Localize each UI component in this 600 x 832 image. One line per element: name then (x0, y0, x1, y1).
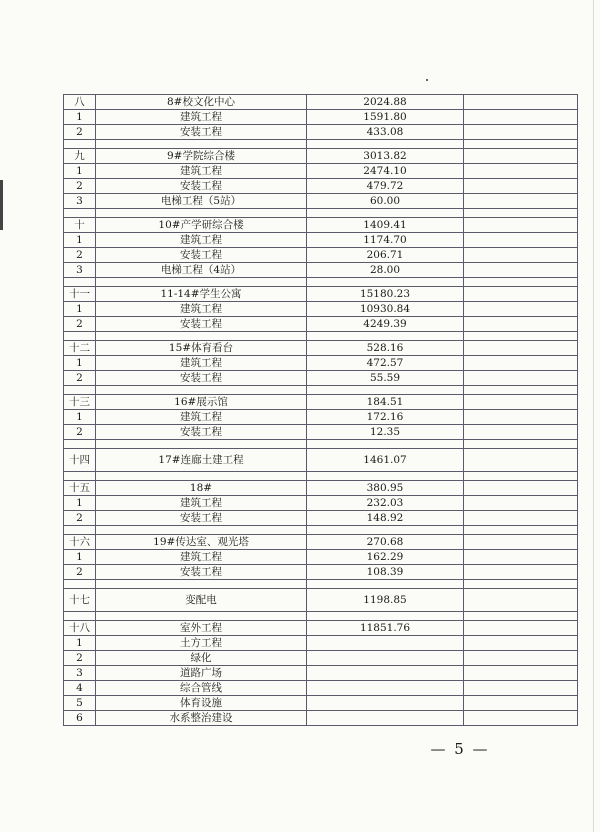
item-amount: 1198.85 (307, 589, 464, 611)
table-row (64, 233, 577, 248)
item-amount: 433.08 (307, 125, 464, 139)
item-amount: 1174.70 (307, 233, 464, 247)
table-row (64, 149, 577, 164)
item-amount: 148.92 (307, 511, 464, 525)
item-number: 2 (64, 248, 96, 262)
item-name: 10#产学研综合楼 (96, 218, 307, 232)
item-number: 1 (64, 356, 96, 370)
item-number: 1 (64, 410, 96, 424)
table-row (64, 302, 577, 317)
item-number: 十五 (64, 481, 96, 495)
spacer-row (64, 278, 577, 287)
item-number: 1 (64, 164, 96, 178)
item-name: 安装工程 (96, 179, 307, 193)
item-name: 安装工程 (96, 371, 307, 385)
item-remark (464, 302, 577, 316)
item-name: 8#校文化中心 (96, 95, 307, 109)
item-number: 2 (64, 651, 96, 665)
table-row (64, 218, 577, 233)
item-remark (464, 621, 577, 635)
item-amount: 380.95 (307, 481, 464, 495)
item-number: 1 (64, 550, 96, 564)
item-amount: 232.03 (307, 496, 464, 510)
item-name: 道路广场 (96, 666, 307, 680)
table-row (64, 125, 577, 140)
item-name: 建筑工程 (96, 110, 307, 124)
table-row (64, 589, 577, 612)
item-name: 11-14#学生公寓 (96, 287, 307, 301)
spacer-row (64, 526, 577, 535)
item-amount: 55.59 (307, 371, 464, 385)
item-amount: 28.00 (307, 263, 464, 277)
item-remark (464, 248, 577, 262)
table-row (64, 621, 577, 636)
item-name: 安装工程 (96, 511, 307, 525)
item-number: 3 (64, 194, 96, 208)
item-remark (464, 481, 577, 495)
item-remark (464, 535, 577, 549)
item-number: 3 (64, 666, 96, 680)
item-remark (464, 696, 577, 710)
spacer-row (64, 612, 577, 621)
item-number: 十六 (64, 535, 96, 549)
table-row (64, 194, 577, 209)
item-remark (464, 711, 577, 725)
table-row (64, 535, 577, 550)
item-amount: 11851.76 (307, 621, 464, 635)
spacer-row (64, 140, 577, 149)
item-name: 体育设施 (96, 696, 307, 710)
item-name: 建筑工程 (96, 233, 307, 247)
item-amount: 479.72 (307, 179, 464, 193)
item-name: 安装工程 (96, 248, 307, 262)
item-remark (464, 287, 577, 301)
page-edge-line (593, 0, 594, 832)
spacer-row (64, 580, 577, 589)
table-row (64, 681, 577, 696)
table-row (64, 263, 577, 278)
item-amount: 108.39 (307, 565, 464, 579)
item-remark (464, 395, 577, 409)
item-number: 1 (64, 302, 96, 316)
table-row (64, 341, 577, 356)
table-row (64, 696, 577, 711)
table-row (64, 425, 577, 440)
scan-speck (426, 79, 428, 81)
item-name: 绿化 (96, 651, 307, 665)
item-remark (464, 589, 577, 611)
item-name: 综合管线 (96, 681, 307, 695)
item-number: 九 (64, 149, 96, 163)
item-name: 变配电 (96, 589, 307, 611)
item-amount: 10930.84 (307, 302, 464, 316)
spacer-row (64, 209, 577, 218)
item-number: 1 (64, 636, 96, 650)
table-row (64, 711, 577, 725)
item-amount (307, 711, 464, 725)
item-number: 3 (64, 263, 96, 277)
item-number: 6 (64, 711, 96, 725)
item-amount: 12.35 (307, 425, 464, 439)
item-number: 2 (64, 125, 96, 139)
item-number: 八 (64, 95, 96, 109)
table-row (64, 179, 577, 194)
item-name: 安装工程 (96, 125, 307, 139)
item-number: 4 (64, 681, 96, 695)
item-number: 1 (64, 110, 96, 124)
item-number: 十 (64, 218, 96, 232)
item-amount: 1591.80 (307, 110, 464, 124)
item-amount (307, 696, 464, 710)
item-name: 建筑工程 (96, 550, 307, 564)
table-row (64, 449, 577, 472)
cost-table (63, 94, 578, 726)
item-name: 建筑工程 (96, 356, 307, 370)
item-remark (464, 317, 577, 331)
item-amount: 172.16 (307, 410, 464, 424)
item-amount: 270.68 (307, 535, 464, 549)
page-number: — 5 — (430, 740, 490, 758)
item-number: 十二 (64, 341, 96, 355)
table-row (64, 248, 577, 263)
item-amount: 528.16 (307, 341, 464, 355)
item-number: 5 (64, 696, 96, 710)
item-number: 十四 (64, 449, 96, 471)
item-amount: 1409.41 (307, 218, 464, 232)
item-name: 室外工程 (96, 621, 307, 635)
item-amount: 162.29 (307, 550, 464, 564)
item-number: 2 (64, 425, 96, 439)
item-amount: 3013.82 (307, 149, 464, 163)
item-amount: 184.51 (307, 395, 464, 409)
item-amount (307, 651, 464, 665)
item-remark (464, 511, 577, 525)
item-name: 土方工程 (96, 636, 307, 650)
table-row (64, 164, 577, 179)
table-row (64, 481, 577, 496)
item-name: 15#体育看台 (96, 341, 307, 355)
table-row (64, 666, 577, 681)
table-row (64, 550, 577, 565)
item-amount (307, 681, 464, 695)
item-number: 十三 (64, 395, 96, 409)
item-name: 16#展示馆 (96, 395, 307, 409)
item-amount: 472.57 (307, 356, 464, 370)
item-number: 2 (64, 317, 96, 331)
table-row (64, 651, 577, 666)
item-remark (464, 565, 577, 579)
table-row (64, 95, 577, 110)
spacer-row (64, 332, 577, 341)
table-row (64, 287, 577, 302)
item-remark (464, 496, 577, 510)
item-remark (464, 125, 577, 139)
item-remark (464, 179, 577, 193)
item-amount: 206.71 (307, 248, 464, 262)
item-remark (464, 110, 577, 124)
item-name: 建筑工程 (96, 302, 307, 316)
table-row (64, 496, 577, 511)
spacer-row (64, 386, 577, 395)
item-remark (464, 341, 577, 355)
table-row (64, 371, 577, 386)
item-name: 水系整治建设 (96, 711, 307, 725)
item-amount: 60.00 (307, 194, 464, 208)
item-remark (464, 194, 577, 208)
item-name: 建筑工程 (96, 164, 307, 178)
item-remark (464, 233, 577, 247)
item-remark (464, 449, 577, 471)
item-remark (464, 371, 577, 385)
item-amount: 4249.39 (307, 317, 464, 331)
item-amount: 15180.23 (307, 287, 464, 301)
item-remark (464, 263, 577, 277)
item-number: 2 (64, 371, 96, 385)
item-number: 2 (64, 565, 96, 579)
item-number: 十八 (64, 621, 96, 635)
item-number: 十一 (64, 287, 96, 301)
item-remark (464, 149, 577, 163)
item-remark (464, 681, 577, 695)
item-remark (464, 425, 577, 439)
item-name: 17#连廊土建工程 (96, 449, 307, 471)
item-amount: 2474.10 (307, 164, 464, 178)
item-remark (464, 218, 577, 232)
item-remark (464, 550, 577, 564)
item-remark (464, 356, 577, 370)
item-amount: 2024.88 (307, 95, 464, 109)
table-row (64, 395, 577, 410)
item-number: 2 (64, 179, 96, 193)
spacer-row (64, 440, 577, 449)
item-name: 9#学院综合楼 (96, 149, 307, 163)
item-amount (307, 666, 464, 680)
item-number: 1 (64, 496, 96, 510)
table-row (64, 110, 577, 125)
item-name: 18# (96, 481, 307, 495)
item-remark (464, 410, 577, 424)
table-row (64, 356, 577, 371)
item-name: 建筑工程 (96, 496, 307, 510)
item-name: 19#传达室、观光塔 (96, 535, 307, 549)
item-amount (307, 636, 464, 650)
item-name: 安装工程 (96, 565, 307, 579)
item-number: 1 (64, 233, 96, 247)
table-row (64, 410, 577, 425)
table-row (64, 636, 577, 651)
item-name: 电梯工程（4站） (96, 263, 307, 277)
spacer-row (64, 472, 577, 481)
item-name: 建筑工程 (96, 410, 307, 424)
item-remark (464, 651, 577, 665)
item-number: 十七 (64, 589, 96, 611)
item-name: 安装工程 (96, 425, 307, 439)
item-remark (464, 666, 577, 680)
item-remark (464, 164, 577, 178)
item-amount: 1461.07 (307, 449, 464, 471)
table-row (64, 317, 577, 332)
item-remark (464, 636, 577, 650)
item-name: 安装工程 (96, 317, 307, 331)
table-row (64, 511, 577, 526)
table-row (64, 565, 577, 580)
item-remark (464, 95, 577, 109)
item-number: 2 (64, 511, 96, 525)
scan-edge-mark (0, 180, 3, 230)
item-name: 电梯工程（5站） (96, 194, 307, 208)
